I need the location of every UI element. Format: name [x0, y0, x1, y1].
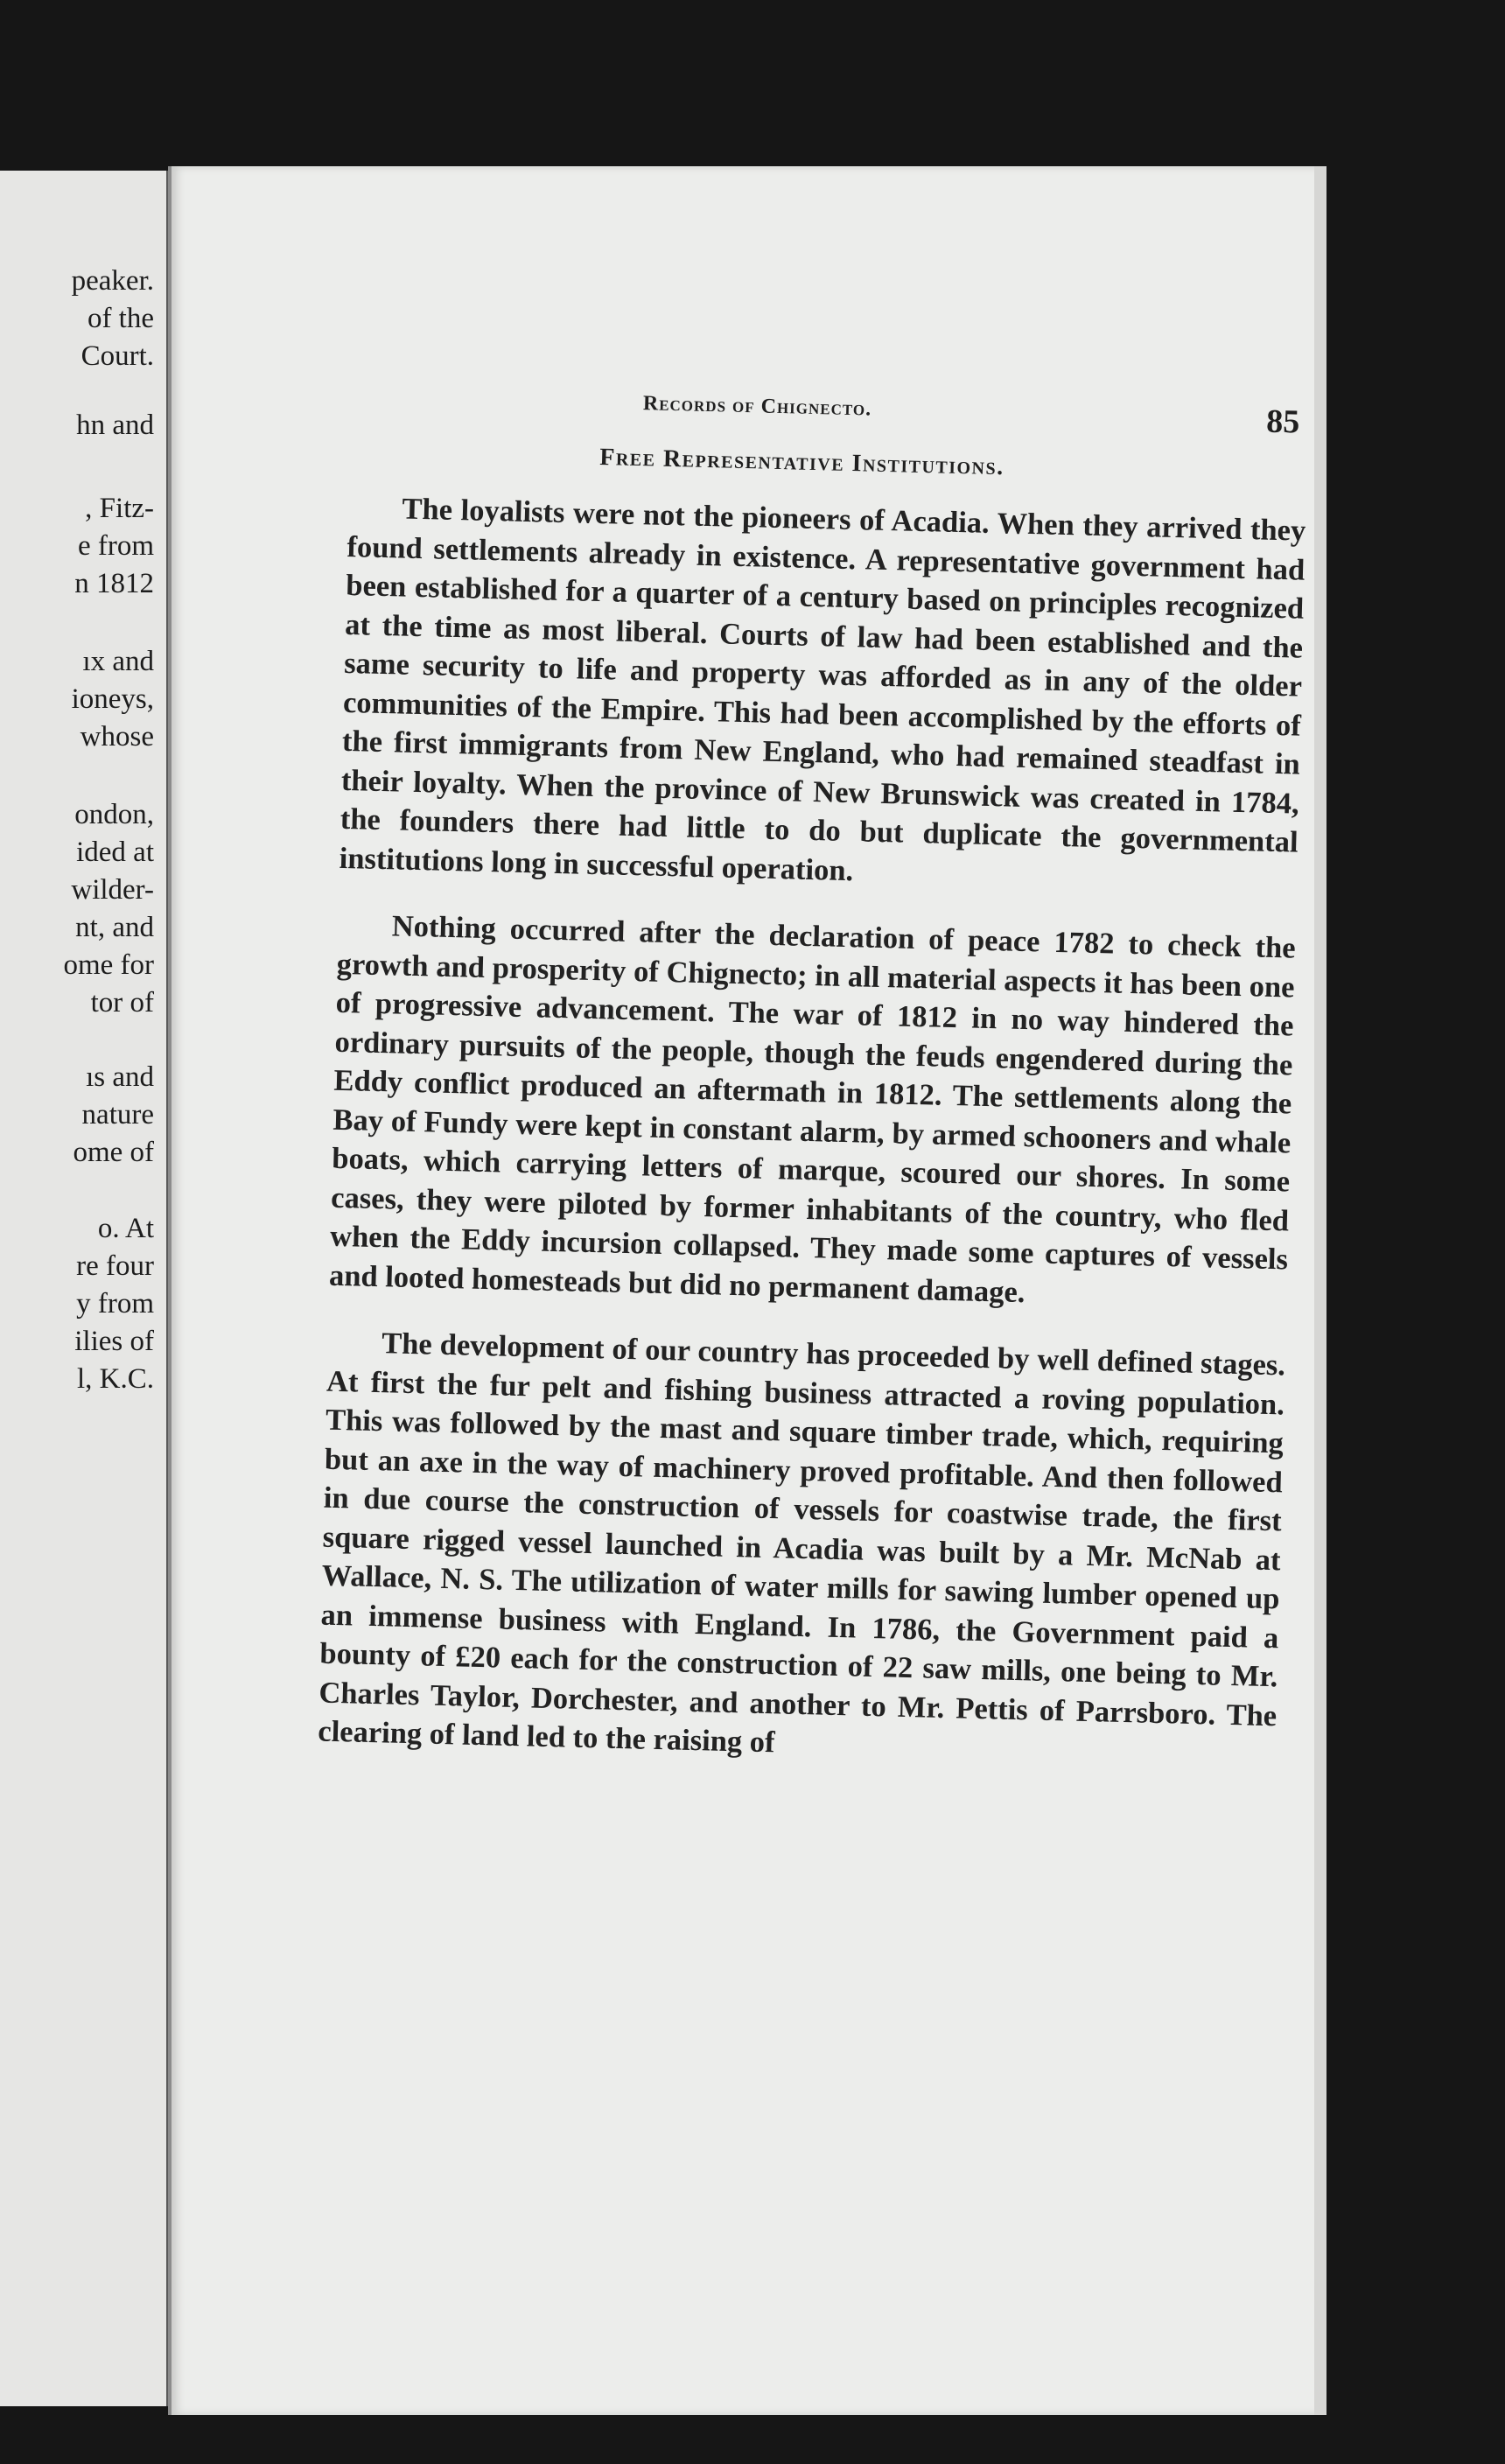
section-title: Free Representative Institutions.: [598, 443, 1005, 481]
paragraph-peace-1782: Nothing occurred after the declaration of peace 1782 to check the growth and prosperity of Chignecto; in all material aspects it has been one of progressive advancement. The war of 1812 in no way hindered the ordinary pursuits of the people, though the feuds engendered during the Eddy conflict produced an aftermath in 1812. The settlements along the Bay of Fundy were kept in constant alarm, by armed schooners and whale boats, which carrying letters of marque, scoured our shores. In some cases, they were piloted by former inhabitants of the country, who fled when the Eddy incursion collapsed. They made some captures of vessels and looted homesteads but did no permanent damage.: [328, 909, 1297, 1309]
left-page-line: e from: [77, 530, 154, 562]
left-page-line: of the: [87, 303, 154, 334]
left-page-line: ıx and: [82, 646, 154, 677]
left-page-line: ondon,: [74, 799, 154, 830]
left-page-line: y from: [76, 1288, 154, 1320]
previous-page-fragment: [0, 171, 171, 2406]
left-page-line: Court.: [80, 340, 154, 372]
book-page: [168, 166, 1326, 2415]
page-number: 85: [1265, 402, 1300, 441]
left-page-line: nature: [81, 1099, 154, 1130]
paragraph-development: The development of our country has proceeded by well defined stages. At first the fur pelt and fishing business attracted a roving population. This was followed by the mast and square timber trade, which, requiring but an axe in the way of machinery proved profitable. And then followed in due course the construction of vessels for coastwise trade, the first square rigged vessel launched in Acadia was built by a Mr. McNab at Wallace, N. S. The utilization of water mills for sawing lumber opened up an immense business with England. In 1786, the Government paid a bounty of £20 each for the construction of 22 saw mills, one being to Mr. Charles Taylor, Dorchester, and another to Mr. Pettis of Parrsboro. The clearing of land led to the raising of: [317, 1326, 1286, 1760]
left-page-line: o. At: [97, 1213, 154, 1244]
left-page-line: hn and: [76, 410, 154, 441]
left-page-line: nt, and: [75, 912, 154, 943]
left-page-line: , Fitz-: [85, 493, 154, 524]
paragraph-loyalists: The loyalists were not the pioneers of Acadia. When they arrived they found settlements already in existence. A representative government had been established for a quarter of a century based on principles recognized at the time as most liberal. Courts of law had been established and the same security to life and property was afforded as in any of the older communities of the Empire. This had been accomplished by the efforts of the first immigrants from New England, who had remained steadfast in their loyalty. When the province of New Brunswick was created in 1784, the founders there had little to do but duplicate the governmental institutions long in successful operation.: [339, 492, 1306, 887]
left-page-line: re four: [76, 1250, 154, 1282]
left-page-line: tor of: [90, 987, 154, 1018]
left-page-line: ided at: [76, 836, 154, 868]
running-title: Records of Chignecto.: [642, 392, 872, 421]
left-page-line: whose: [80, 721, 154, 752]
left-page-line: ioneys,: [71, 683, 154, 715]
left-page-line: n 1812: [74, 568, 154, 599]
left-page-line: ome of: [73, 1137, 154, 1168]
page-edge: [1314, 166, 1326, 2415]
left-page-line: ıs and: [86, 1061, 154, 1093]
left-page-line: peaker.: [71, 265, 154, 297]
left-page-line: wilder-: [71, 874, 154, 906]
left-page-line: ilies of: [74, 1326, 154, 1357]
page-text-block: [317, 385, 1309, 1802]
left-page-line: ome for: [63, 949, 154, 981]
left-page-line: l, K.C.: [76, 1363, 154, 1395]
